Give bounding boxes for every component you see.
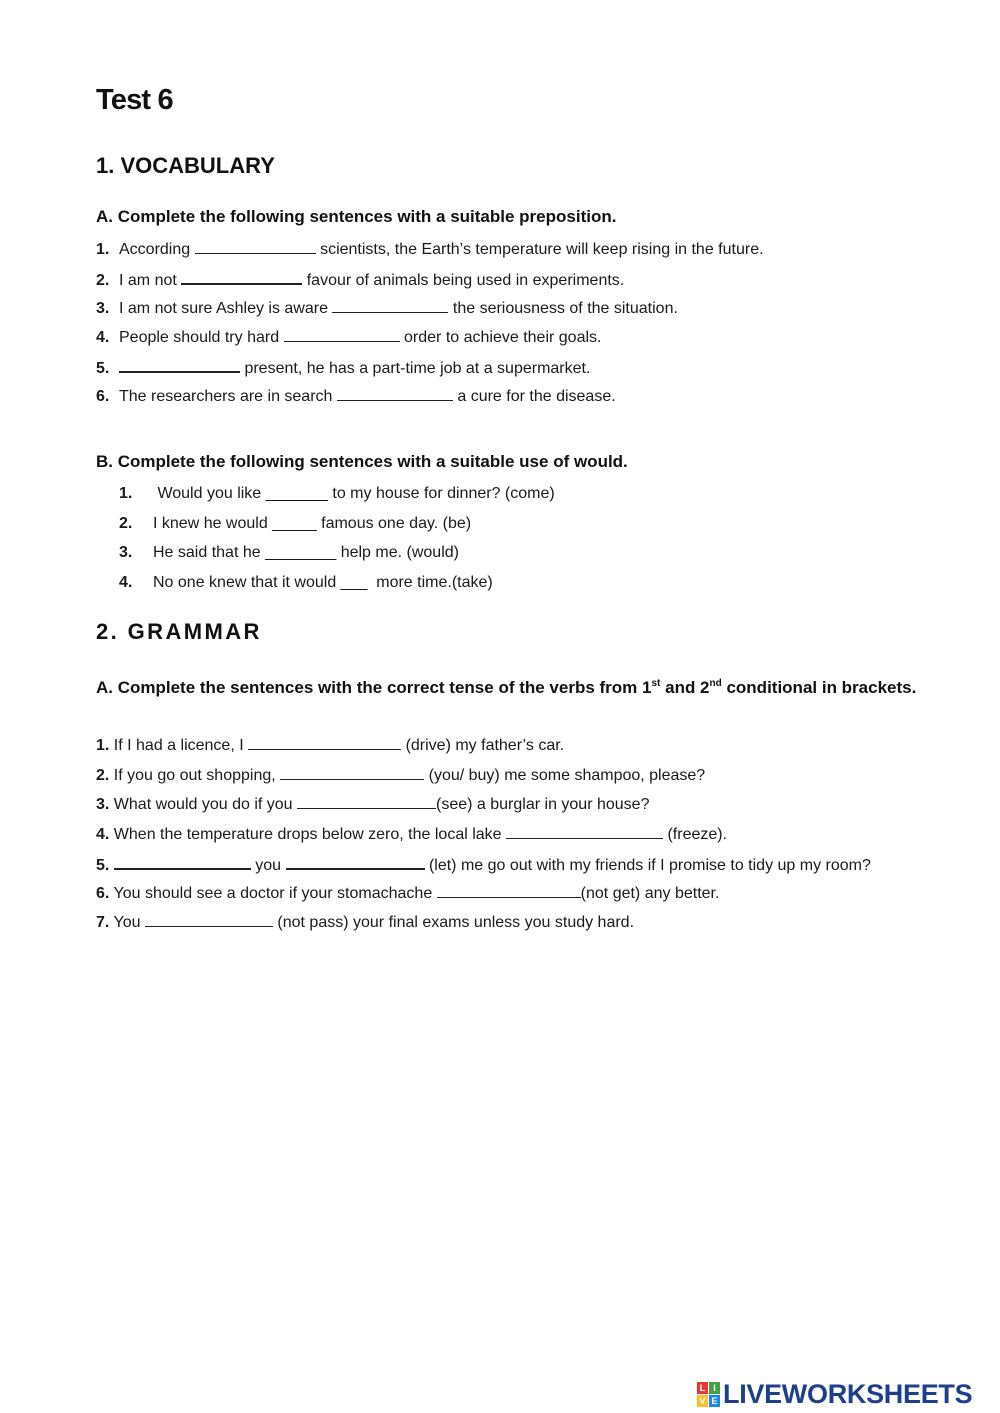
answer-blank[interactable] [286,855,425,870]
grammar-a-item-7: 7. You (not pass) your final exams unless you study hard. [96,914,635,931]
vocab-a-item-3: 3. I am not sure Ashley is aware the seriousness of the situation. [96,300,678,317]
answer-blank[interactable] [506,825,663,839]
vocab-b-item-4: 4. No one knew that it would ___ more time.(take) [119,574,493,591]
answer-blank[interactable] [181,270,302,285]
grammar-a-item-2: 2. If you go out shopping, (you/ buy) me some shampoo, please? [96,767,706,784]
answer-blank[interactable] [114,855,251,870]
logo-letter: I [709,1382,720,1394]
vocab-b-item-3: 3. He said that he ________ help me. (would) [119,544,459,561]
logo-text: LIVEWORKSHEETS [723,1379,973,1409]
logo-letter: E [709,1395,720,1407]
answer-blank[interactable] [284,328,400,342]
vocab-a-item-5: 5. present, he has a part-time job at a supermarket. [96,360,591,377]
section-heading-vocabulary: 1. VOCABULARY [96,153,275,178]
vocab-a-item-4: 4. People should try hard order to achieve their goals. [96,329,602,346]
vocab-a-item-1: 1. According scientists, the Earth’s temperature will keep rising in the future. [96,241,764,258]
answer-blank[interactable] [119,358,240,373]
vocab-b-item-1: 1. Would you like _______ to my house for dinner? (come) [119,485,555,502]
grammar-a-item-1: 1. If I had a licence, I (drive) my father’s car. [96,737,565,754]
vocab-a-item-6: 6. The researchers are in search a cure for the disease. [96,388,616,405]
answer-blank[interactable] [248,736,401,750]
grammar-a-item-5: 5. you (let) me go out with my friends if I promise to tidy up my room? [96,857,871,874]
answer-blank[interactable] [145,913,273,927]
answer-blank[interactable] [280,766,424,780]
answer-blank[interactable] [337,387,453,401]
answer-blank[interactable] [195,240,316,254]
grammar-a-item-6: 6. You should see a doctor if your stomachache (not get) any better. [96,885,720,902]
vocabulary-part-a-instruction: A. Complete the following sentences with a suitable preposition. [96,207,617,226]
answer-blank[interactable] [332,299,448,313]
section-heading-grammar: 2. GRAMMAR [96,619,262,644]
vocabulary-part-b-instruction: B. Complete the following sentences with a suitable use of would. [96,452,628,471]
answer-blank[interactable] [297,795,436,809]
answer-blank[interactable] [437,884,581,898]
logo-letter: L [697,1382,708,1394]
logo-mark-icon [697,1382,720,1407]
page-title: Test 6 [96,84,173,116]
grammar-a-item-3: 3. What would you do if you (see) a burglar in your house? [96,796,650,813]
grammar-part-a-instruction: A. Complete the sentences with the correct tense of the verbs from 1st and 2nd conditional in brackets. [96,678,917,697]
liveworksheets-logo [697,1379,972,1410]
logo-letter: V [697,1395,708,1407]
vocab-b-item-2: 2. I knew he would _____ famous one day. (be) [119,515,472,532]
vocab-a-item-2: 2. I am not favour of animals being used in experiments. [96,272,625,289]
grammar-a-item-4: 4. When the temperature drops below zero, the local lake (freeze). [96,826,728,843]
